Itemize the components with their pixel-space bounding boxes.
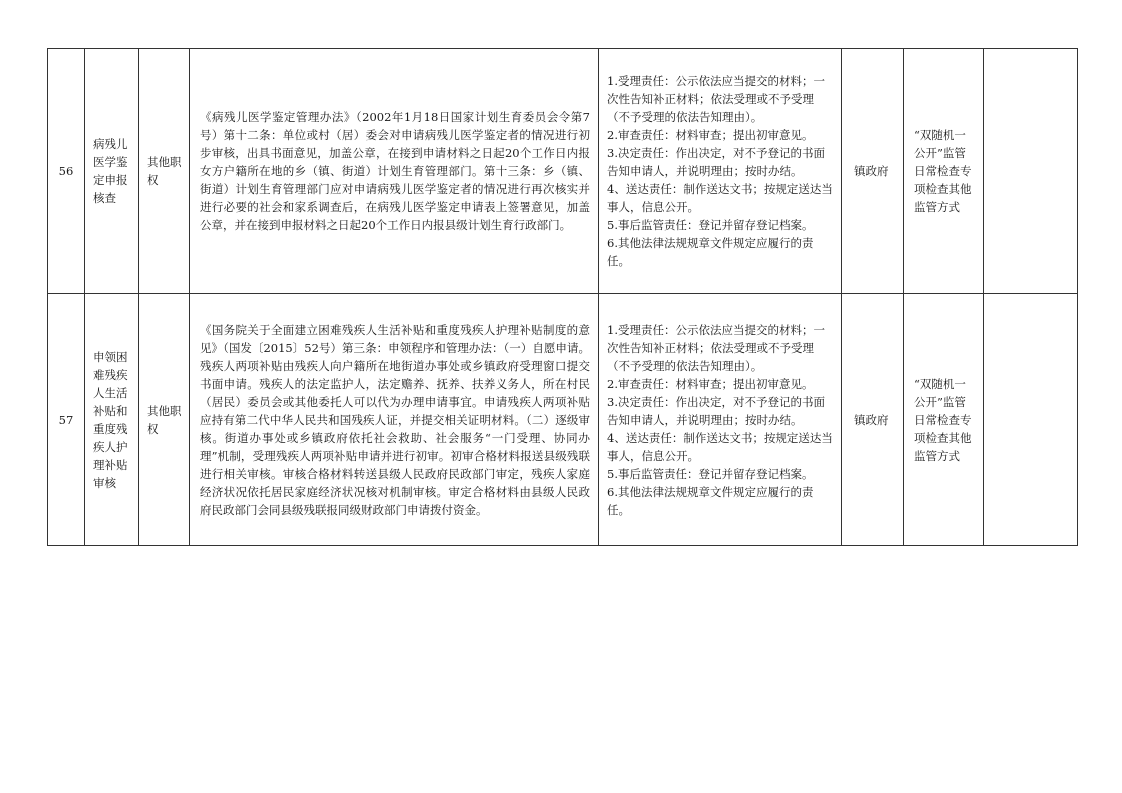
legal-basis (190, 49, 599, 294)
responsibility-item: 3.决定责任：作出决定，对不予登记的书面告知申请人，并说明理由；按时办结。 (607, 146, 825, 178)
item-name: 病残儿医学鉴定申报核查 (85, 49, 139, 294)
item-category: 其他职权 (139, 49, 190, 294)
row-number: 57 (48, 294, 85, 546)
power-list-table (47, 48, 1078, 546)
item-name: 申领困难残疾人生活补贴和重度残疾人护理补贴审核 (85, 294, 139, 546)
responsibility-item: 2.审查责任：材料审查；提出初审意见。 (607, 128, 814, 142)
remark-cell (984, 49, 1078, 294)
responsibility-item: 6.其他法律法规规章文件规定应履行的责任。 (607, 236, 814, 268)
responsibility-list (599, 294, 842, 546)
remark-cell (984, 294, 1078, 546)
table-row (48, 49, 1078, 294)
table-row (48, 294, 1078, 546)
responsibility-item: 1.受理责任：公示依法应当提交的材料；一次性告知补正材料；依法受理或不予受理（不予受理的依法告知理由）。 (607, 322, 825, 373)
responsible-org: 镇政府 (842, 49, 904, 294)
legal-basis-text: 《国务院关于全面建立困难残疾人生活补贴和重度残疾人护理补贴制度的意见》（国发〔2015〕52号）第三条：申领程序和管理办法：（一）自愿申请。残疾人两项补贴由残疾人向户籍所在地街道办事处或乡镇政府受理窗口提交书面申请。残疾人的法定监护人，法定赡养、抚养、扶养义务人，所在村民（居民）委员会或其他委托人可以代为办理申请事宜。申请残疾人两项补贴应持有第二代中华人民共和国残疾人证，并提交相关证明材料。（二）逐级审核。街道办事处或乡镇政府依托社会救助、社会服务“一门受理、协同办理”机制，受理残疾人两项补贴申请并进行初审。初审合格材料报送县级残联进行相关审核。审核合格材料转送县级人民政府民政部门审定，残疾人家庭经济状况依托居民家庭经济状况核对机制审核。审定合格材料由县级人民政府民政部门会同县级残联报同级财政部门申请拨付资金。 (200, 322, 590, 517)
responsibility-item: 4、送达责任：制作送达文书；按规定送达当事人，信息公开。 (607, 430, 833, 463)
responsibility-item: 6.其他法律法规规章文件规定应履行的责任。 (607, 484, 814, 517)
item-category: 其他职权 (139, 294, 190, 546)
row-number: 56 (48, 49, 85, 294)
responsible-org: 镇政府 (842, 294, 904, 546)
responsibility-item: 2.审查责任：材料审查；提出初审意见。 (607, 376, 814, 391)
responsibility-item: 5.事后监管责任：登记并留存登记档案。 (607, 466, 814, 481)
supervision-method: “双随机一公开”监管日常检查专项检查其他监管方式 (904, 49, 984, 294)
supervision-method: “双随机一公开”监管日常检查专项检查其他监管方式 (904, 294, 984, 546)
legal-basis-text: 《病残儿医学鉴定管理办法》（2002年1月18日国家计划生育委员会令第7号）第十二条：单位或村（居）委会对申请病残儿医学鉴定者的情况进行初步审核，出具书面意见，加盖公章，在接到申请材料之日起20个工作日内报女方户籍所在地的乡（镇、街道）计划生育管理部门。第十三条：乡（镇、街道）计划生育管理部门应对申请病残儿医学鉴定者的情况进行再次核实并进行必要的社会和家系调查后，在病残儿医学鉴定申请表上签署意见，加盖公章，并在接到申报材料之日起20个工作日内报县级计划生育行政部门。 (200, 110, 590, 232)
legal-basis (190, 294, 599, 546)
responsibility-list (599, 49, 842, 294)
responsibility-item: 5.事后监管责任：登记并留存登记档案。 (607, 218, 814, 232)
responsibility-item: 3.决定责任：作出决定，对不予登记的书面告知申请人，并说明理由；按时办结。 (607, 394, 825, 427)
responsibility-item: 4、送达责任：制作送达文书；按规定送达当事人，信息公开。 (607, 182, 833, 214)
responsibility-item: 1.受理责任：公示依法应当提交的材料；一次性告知补正材料；依法受理或不予受理（不予受理的依法告知理由）。 (607, 74, 825, 124)
